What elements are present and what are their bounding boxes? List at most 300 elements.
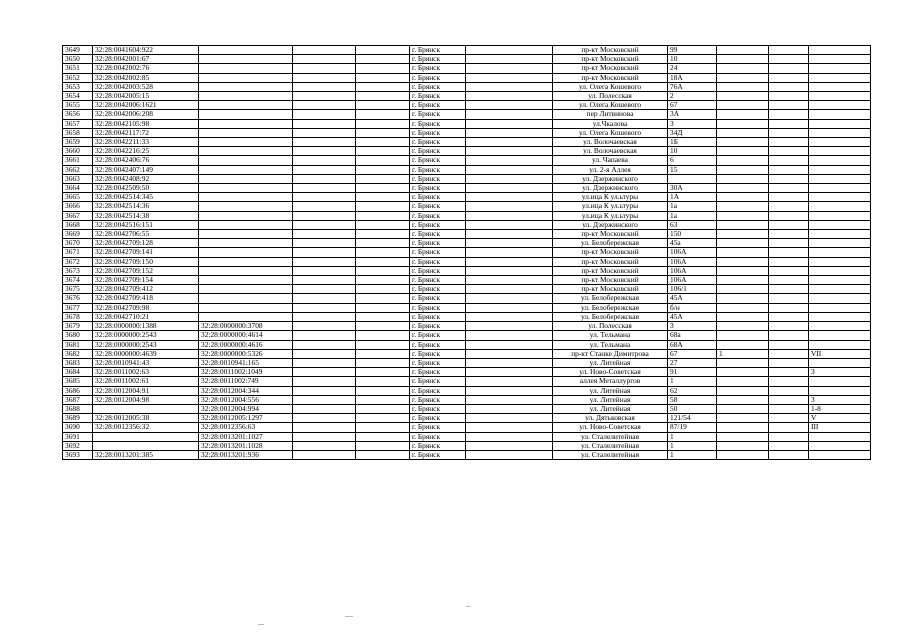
cell-house-number: 150 xyxy=(668,230,717,239)
cell-cadastral-number: 32:28:0042516:151 xyxy=(93,220,199,229)
cell-col-11 xyxy=(769,368,809,377)
cell-col-7 xyxy=(466,266,553,275)
cell-col-10 xyxy=(717,441,769,450)
cell-cadastral-number: 32:28:0042006:1621 xyxy=(93,101,199,110)
cell-cadastral-number: 32:28:0042710:21 xyxy=(93,312,199,321)
cell-col-10 xyxy=(717,64,769,73)
cell-col-5 xyxy=(356,266,410,275)
cell-cadastral-number: 32:28:0042406:76 xyxy=(93,156,199,165)
cell-cadastral-number: 32:28:0000000:2543 xyxy=(93,340,199,349)
cell-col-11 xyxy=(769,184,809,193)
cell-col-11 xyxy=(769,64,809,73)
cell-street: пр-кт Московский xyxy=(553,257,668,266)
cell-city: г. Брянск xyxy=(410,92,466,101)
cell-room-number xyxy=(809,101,871,110)
cell-col-4 xyxy=(293,64,356,73)
cell-cadastral-number: 32:28:0011002:61 xyxy=(93,377,199,386)
cell-room-number xyxy=(809,450,871,459)
cell-house-number: 1а xyxy=(668,211,717,220)
cell-col-5 xyxy=(356,248,410,257)
cell-col-5 xyxy=(356,368,410,377)
cell-cadastral-number: 32:28:0012004:98 xyxy=(93,395,199,404)
table-row xyxy=(63,285,871,294)
cell-row-number: 3650 xyxy=(63,55,93,64)
cell-house-number: 6 xyxy=(668,156,717,165)
cell-room-number xyxy=(809,276,871,285)
cell-col-11 xyxy=(769,220,809,229)
cell-street: ул. Полесская xyxy=(553,92,668,101)
cell-city: г. Брянск xyxy=(410,450,466,459)
cell-room-number: 1-8 xyxy=(809,404,871,413)
cell-house-number: 24 xyxy=(668,64,717,73)
cell-col-7 xyxy=(466,358,553,367)
cell-street: ул. Сталелитейная xyxy=(553,450,668,459)
cell-col-7 xyxy=(466,294,553,303)
cell-col-5 xyxy=(356,441,410,450)
cell-col-11 xyxy=(769,82,809,91)
cell-col-11 xyxy=(769,92,809,101)
table-row xyxy=(63,202,871,211)
cell-row-number: 3651 xyxy=(63,64,93,73)
cell-col-4 xyxy=(293,119,356,128)
cell-street: ул. Олега Кошевого xyxy=(553,101,668,110)
cell-street: пер Литвинова xyxy=(553,110,668,119)
cell-col-4 xyxy=(293,230,356,239)
cell-room-number xyxy=(809,285,871,294)
cell-street: ул. Чапаева xyxy=(553,156,668,165)
cell-col-11 xyxy=(769,156,809,165)
cell-col-11 xyxy=(769,312,809,321)
cell-row-number: 3656 xyxy=(63,110,93,119)
cell-row-number: 3649 xyxy=(63,46,93,55)
cell-cadastral-number: 32:28:0012004:91 xyxy=(93,386,199,395)
cell-cadastral-number: 32:28:0042216:25 xyxy=(93,147,199,156)
cell-house-number: 10 xyxy=(668,55,717,64)
cell-col-7 xyxy=(466,450,553,459)
cell-house-number: 76А xyxy=(668,82,717,91)
cell-cadastral-number: 32:28:0042105:98 xyxy=(93,119,199,128)
cell-cadastral-number xyxy=(93,404,199,413)
cell-col-4 xyxy=(293,285,356,294)
cell-col-10 xyxy=(717,322,769,331)
cell-related-number: 32:28:0013201:1027 xyxy=(199,432,293,441)
cell-house-number: 1 xyxy=(668,377,717,386)
cell-street: аллея Металлургов xyxy=(553,377,668,386)
cell-col-10 xyxy=(717,377,769,386)
table-row xyxy=(63,395,871,404)
cell-col-5 xyxy=(356,395,410,404)
cell-city: г. Брянск xyxy=(410,46,466,55)
cell-col-7 xyxy=(466,423,553,432)
cell-city: г. Брянск xyxy=(410,257,466,266)
cell-col-11 xyxy=(769,423,809,432)
cell-related-number xyxy=(199,128,293,137)
cell-related-number xyxy=(199,147,293,156)
cell-city: г. Брянск xyxy=(410,156,466,165)
cell-row-number: 3670 xyxy=(63,239,93,248)
cell-related-number xyxy=(199,220,293,229)
cell-col-10 xyxy=(717,119,769,128)
cell-col-11 xyxy=(769,349,809,358)
cell-street: ул. Дзержинского xyxy=(553,174,668,183)
cell-street: ул. Литейная xyxy=(553,358,668,367)
cell-col-4 xyxy=(293,266,356,275)
cell-room-number xyxy=(809,119,871,128)
cell-col-7 xyxy=(466,165,553,174)
cell-row-number: 3692 xyxy=(63,441,93,450)
cell-col-5 xyxy=(356,331,410,340)
cell-street: пр-кт Московский xyxy=(553,64,668,73)
cell-cadastral-number: 32:28:0042514:38 xyxy=(93,211,199,220)
cell-city: г. Брянск xyxy=(410,55,466,64)
cell-col-10 xyxy=(717,331,769,340)
cell-col-5 xyxy=(356,230,410,239)
cell-cadastral-number: 32:28:0041604:922 xyxy=(93,46,199,55)
cell-col-11 xyxy=(769,147,809,156)
cell-col-7 xyxy=(466,64,553,73)
cell-cadastral-number: 32:28:0042509:50 xyxy=(93,184,199,193)
cell-street: пр-кт Московский xyxy=(553,276,668,285)
cell-col-4 xyxy=(293,147,356,156)
cell-city: г. Брянск xyxy=(410,340,466,349)
cell-row-number: 3673 xyxy=(63,266,93,275)
cell-related-number: 32:28:0000000:4614 xyxy=(199,331,293,340)
table-row xyxy=(63,64,871,73)
cell-col-5 xyxy=(356,55,410,64)
cell-related-number xyxy=(199,211,293,220)
cell-house-number: 45А xyxy=(668,312,717,321)
cell-col-5 xyxy=(356,184,410,193)
cell-col-10 xyxy=(717,82,769,91)
cell-related-number xyxy=(199,138,293,147)
cell-col-5 xyxy=(356,110,410,119)
cell-col-5 xyxy=(356,386,410,395)
cell-related-number xyxy=(199,119,293,128)
cell-col-11 xyxy=(769,414,809,423)
cell-row-number: 3661 xyxy=(63,156,93,165)
cell-house-number: 106А xyxy=(668,266,717,275)
cell-city: г. Брянск xyxy=(410,423,466,432)
cell-col-5 xyxy=(356,285,410,294)
cell-related-number xyxy=(199,239,293,248)
cell-col-11 xyxy=(769,110,809,119)
table-row xyxy=(63,220,871,229)
cell-col-4 xyxy=(293,294,356,303)
cell-related-number: 32:28:0011002:749 xyxy=(199,377,293,386)
table-row xyxy=(63,441,871,450)
cell-cadastral-number: 32:28:0042002:76 xyxy=(93,64,199,73)
cell-col-5 xyxy=(356,202,410,211)
cell-col-5 xyxy=(356,92,410,101)
cell-related-number xyxy=(199,294,293,303)
cell-city: г. Брянск xyxy=(410,220,466,229)
cell-street: ул. Тельмана xyxy=(553,331,668,340)
cell-city: г. Брянск xyxy=(410,322,466,331)
cell-col-10 xyxy=(717,276,769,285)
cell-city: г. Брянск xyxy=(410,358,466,367)
cell-col-10 xyxy=(717,73,769,82)
cell-room-number xyxy=(809,128,871,137)
cell-cadastral-number: 32:28:0042709:418 xyxy=(93,294,199,303)
cell-related-number xyxy=(199,266,293,275)
cell-col-7 xyxy=(466,73,553,82)
cell-related-number: 32:28:0012004:344 xyxy=(199,386,293,395)
cell-col-7 xyxy=(466,211,553,220)
table-row xyxy=(63,450,871,459)
cell-room-number xyxy=(809,110,871,119)
cell-cadastral-number: 32:28:0042211:33 xyxy=(93,138,199,147)
cell-col-10 xyxy=(717,303,769,312)
cell-street: пр-кт Московский xyxy=(553,266,668,275)
cell-col-11 xyxy=(769,202,809,211)
cell-city: г. Брянск xyxy=(410,147,466,156)
cell-city: г. Брянск xyxy=(410,110,466,119)
cell-related-number: 32:28:0010941:165 xyxy=(199,358,293,367)
cell-house-number: 87/19 xyxy=(668,423,717,432)
cell-city: г. Брянск xyxy=(410,386,466,395)
cell-col-7 xyxy=(466,202,553,211)
cell-house-number: 18А xyxy=(668,73,717,82)
cell-col-11 xyxy=(769,138,809,147)
cell-row-number: 3674 xyxy=(63,276,93,285)
cell-room-number xyxy=(809,239,871,248)
cell-related-number xyxy=(199,46,293,55)
cell-col-11 xyxy=(769,257,809,266)
cell-row-number: 3681 xyxy=(63,340,93,349)
cell-house-number: 1 xyxy=(668,450,717,459)
cell-related-number xyxy=(199,184,293,193)
cell-room-number xyxy=(809,193,871,202)
cell-room-number xyxy=(809,441,871,450)
table-row xyxy=(63,432,871,441)
cell-street: пр-кт Московский xyxy=(553,55,668,64)
cell-city: г. Брянск xyxy=(410,303,466,312)
cell-city: г. Брянск xyxy=(410,294,466,303)
cell-col-5 xyxy=(356,174,410,183)
cell-city: г. Брянск xyxy=(410,184,466,193)
cell-col-4 xyxy=(293,450,356,459)
cell-col-11 xyxy=(769,211,809,220)
cell-col-10 xyxy=(717,340,769,349)
cell-row-number: 3690 xyxy=(63,423,93,432)
cell-col-11 xyxy=(769,432,809,441)
cell-house-number: 50 xyxy=(668,404,717,413)
scan-artifact-line xyxy=(466,606,471,607)
cell-col-10 xyxy=(717,358,769,367)
table-row xyxy=(63,82,871,91)
cell-city: г. Брянск xyxy=(410,165,466,174)
cell-related-number xyxy=(199,285,293,294)
cell-row-number: 3667 xyxy=(63,211,93,220)
cell-house-number: 34Д xyxy=(668,128,717,137)
cell-col-11 xyxy=(769,266,809,275)
cell-col-10 xyxy=(717,285,769,294)
table-row xyxy=(63,73,871,82)
cell-room-number xyxy=(809,64,871,73)
table-row xyxy=(63,358,871,367)
cell-col-10 xyxy=(717,110,769,119)
cell-room-number xyxy=(809,82,871,91)
table-row xyxy=(63,119,871,128)
cell-col-10 xyxy=(717,156,769,165)
cell-city: г. Брянск xyxy=(410,211,466,220)
cell-col-10 xyxy=(717,450,769,459)
cell-col-4 xyxy=(293,312,356,321)
cell-row-number: 3653 xyxy=(63,82,93,91)
cell-col-7 xyxy=(466,248,553,257)
cell-row-number: 3680 xyxy=(63,331,93,340)
table-row xyxy=(63,322,871,331)
cell-city: г. Брянск xyxy=(410,64,466,73)
cell-related-number xyxy=(199,92,293,101)
cell-col-4 xyxy=(293,55,356,64)
cell-col-7 xyxy=(466,276,553,285)
cell-col-11 xyxy=(769,322,809,331)
cell-col-10 xyxy=(717,257,769,266)
cell-related-number xyxy=(199,230,293,239)
cell-city: г. Брянск xyxy=(410,73,466,82)
cell-street: пр-кт Станке Димитрова xyxy=(553,349,668,358)
cell-room-number xyxy=(809,230,871,239)
cell-col-4 xyxy=(293,441,356,450)
cell-col-4 xyxy=(293,423,356,432)
cell-cadastral-number: 32:28:0042117:72 xyxy=(93,128,199,137)
cell-col-10 xyxy=(717,202,769,211)
cell-col-7 xyxy=(466,285,553,294)
table-row xyxy=(63,239,871,248)
cell-street: ул. Литейная xyxy=(553,404,668,413)
cell-col-7 xyxy=(466,220,553,229)
cell-col-11 xyxy=(769,128,809,137)
cell-city: г. Брянск xyxy=(410,119,466,128)
cell-col-10 xyxy=(717,193,769,202)
cell-house-number: 1А xyxy=(668,193,717,202)
cell-house-number: 106/1 xyxy=(668,285,717,294)
cell-col-7 xyxy=(466,414,553,423)
cell-row-number: 3668 xyxy=(63,220,93,229)
cell-street: пр-кт Московский xyxy=(553,230,668,239)
cell-room-number xyxy=(809,220,871,229)
cell-related-number xyxy=(199,82,293,91)
cell-house-number: 58 xyxy=(668,395,717,404)
table-row xyxy=(63,266,871,275)
cell-col-10 xyxy=(717,128,769,137)
cell-col-10 xyxy=(717,92,769,101)
cell-cadastral-number: 32:28:0042006:208 xyxy=(93,110,199,119)
cell-col-11 xyxy=(769,230,809,239)
cell-house-number: 3 xyxy=(668,322,717,331)
cell-room-number xyxy=(809,294,871,303)
cell-house-number: 45а xyxy=(668,239,717,248)
cell-cadastral-number: 32:28:0042709:152 xyxy=(93,266,199,275)
cell-col-7 xyxy=(466,174,553,183)
cell-col-7 xyxy=(466,138,553,147)
cell-related-number: 32:28:0000000:3708 xyxy=(199,322,293,331)
cell-col-7 xyxy=(466,55,553,64)
cell-col-11 xyxy=(769,248,809,257)
cell-city: г. Брянск xyxy=(410,441,466,450)
cell-col-5 xyxy=(356,73,410,82)
cell-row-number: 3679 xyxy=(63,322,93,331)
cell-row-number: 3672 xyxy=(63,257,93,266)
cell-house-number: 67 xyxy=(668,349,717,358)
cell-col-7 xyxy=(466,368,553,377)
cell-col-5 xyxy=(356,414,410,423)
cell-city: г. Брянск xyxy=(410,432,466,441)
cell-cadastral-number: 32:28:0000000:2543 xyxy=(93,331,199,340)
cell-cadastral-number: 32:28:0042407:149 xyxy=(93,165,199,174)
cell-col-7 xyxy=(466,184,553,193)
cell-city: г. Брянск xyxy=(410,248,466,257)
cell-col-5 xyxy=(356,147,410,156)
cell-related-number: 32:28:0012005:1297 xyxy=(199,414,293,423)
cell-house-number: б/н xyxy=(668,303,717,312)
cell-col-4 xyxy=(293,358,356,367)
cell-col-7 xyxy=(466,312,553,321)
cell-col-5 xyxy=(356,257,410,266)
cell-col-5 xyxy=(356,193,410,202)
cell-col-4 xyxy=(293,340,356,349)
cell-row-number: 3659 xyxy=(63,138,93,147)
cell-cadastral-number: 32:28:0042706:55 xyxy=(93,230,199,239)
cell-row-number: 3664 xyxy=(63,184,93,193)
cell-col-11 xyxy=(769,239,809,248)
cell-col-11 xyxy=(769,46,809,55)
cell-row-number: 3666 xyxy=(63,202,93,211)
cell-col-11 xyxy=(769,165,809,174)
table-row xyxy=(63,404,871,413)
cell-col-10 xyxy=(717,184,769,193)
table-row xyxy=(63,248,871,257)
cell-col-7 xyxy=(466,193,553,202)
table-row xyxy=(63,423,871,432)
cell-street: ул. Волочаевская xyxy=(553,147,668,156)
cell-house-number: 3 xyxy=(668,119,717,128)
cell-house-number: 106А xyxy=(668,257,717,266)
cell-city: г. Брянск xyxy=(410,138,466,147)
cell-street: ул. 2-я Аллея xyxy=(553,165,668,174)
table-row xyxy=(63,147,871,156)
cell-col-11 xyxy=(769,441,809,450)
cell-city: г. Брянск xyxy=(410,404,466,413)
cell-cadastral-number: 32:28:0042709:141 xyxy=(93,248,199,257)
cell-col-5 xyxy=(356,358,410,367)
table-row xyxy=(63,377,871,386)
cell-col-10 xyxy=(717,423,769,432)
cell-col-7 xyxy=(466,128,553,137)
cell-street: ул. Сталелитейная xyxy=(553,441,668,450)
cell-house-number: 10 xyxy=(668,147,717,156)
cell-city: г. Брянск xyxy=(410,285,466,294)
cell-street: пр-кт Московский xyxy=(553,248,668,257)
cell-col-11 xyxy=(769,340,809,349)
cell-col-4 xyxy=(293,101,356,110)
cell-room-number xyxy=(809,138,871,147)
cell-row-number: 3652 xyxy=(63,73,93,82)
cell-col-4 xyxy=(293,202,356,211)
cell-col-10 xyxy=(717,101,769,110)
cell-city: г. Брянск xyxy=(410,202,466,211)
table-row xyxy=(63,138,871,147)
cell-related-number: 32:28:0011002:1049 xyxy=(199,368,293,377)
cell-related-number xyxy=(199,248,293,257)
cell-col-10 xyxy=(717,368,769,377)
cell-col-11 xyxy=(769,404,809,413)
cell-house-number: 27 xyxy=(668,358,717,367)
cell-street: ул. Белобережская xyxy=(553,312,668,321)
cell-row-number: 3665 xyxy=(63,193,93,202)
cell-city: г. Брянск xyxy=(410,230,466,239)
